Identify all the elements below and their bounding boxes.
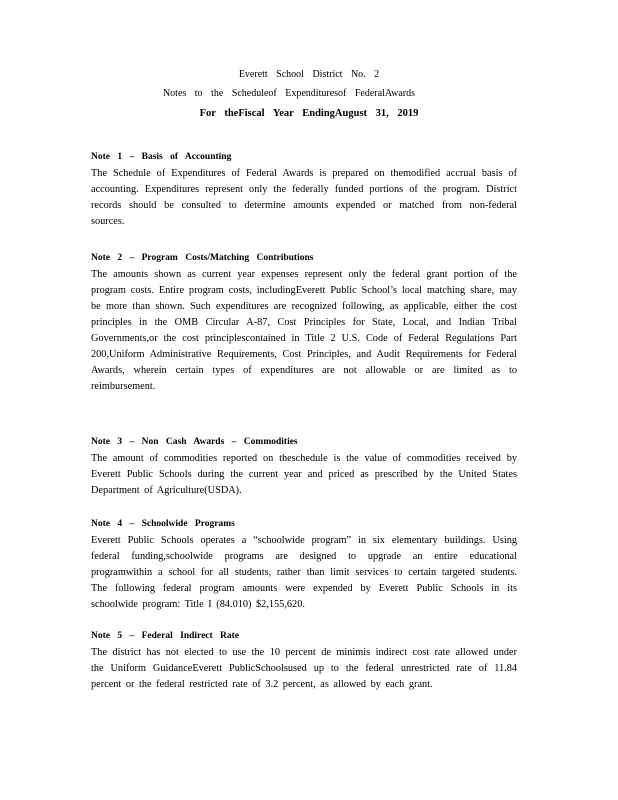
fiscal-year-title: For theFiscal Year EndingAugust 31, 2019 <box>199 108 419 119</box>
note-title: Note 3 – Non Cash Awards – Commodities <box>91 437 298 447</box>
note-4 <box>91 519 517 613</box>
note-body: The district has not elected to use the 10 percent de minimis indirect cost rate allowed under the Uniform GuidanceEverett PublicSchoolsused up to the federal unrestricted rate of 11.84 percent or the federal restricted rate of 3.2 percent, as allowed by each grant. <box>91 647 517 690</box>
note-body: The amount of commodities reported on theschedule is the value of commodities received by Everett Public Schools during the current year and priced as prescribed by the United States Department of Agriculture(USDA). <box>91 453 517 496</box>
note-2 <box>91 253 517 395</box>
note-title: Note 4 – Schoolwide Programs <box>91 519 235 529</box>
note-body: Everett Public Schools operates a “schoolwide program” in six elementary buildings. Using federal funding,schoolwide programs are designed to upgrade an entire educational programwithin a school for all students, rather than limit services to certain targeted students. The following federal program amounts were expended by Everett Public Schools in its schoolwide program: Title I (84.010) $2,155,620. <box>91 535 517 610</box>
note-title: Note 5 – Federal Indirect Rate <box>91 631 240 641</box>
note-body: The Schedule of Expenditures of Federal Awards is prepared on themodified accrual basis of accounting. Expenditures represent only the federally funded portions of the program. District records should be consulted to determine amounts expended or matched from non-federal sources. <box>91 168 517 227</box>
schedule-title: Notes to the Scheduleof Expendituresof FederalAwards <box>162 88 416 99</box>
note-5 <box>91 631 517 693</box>
note-title: Note 2 – Program Costs/Matching Contributions <box>91 253 314 263</box>
note-body: The amounts shown as current year expenses represent only the federal grant portion of the program costs. Entire program costs, includingEverett Public School’s local matching share, may be more than shown. Such expenditures are recognized following, as applicable, either the cost principles in the OMB Circular A-87, Cost Principles for State, Local, and Indian Tribal Governments,or the cost principlescontained in Title 2 U.S. Code of Federal Regulations Part 200,Uniform Administrative Requirements, Cost Principles, and Audit Requirements for Federal Awards, wherein certain types of expenditures are not allowable or are limited as to reimbursement. <box>91 269 517 392</box>
note-title: Note 1 – Basis of Accounting <box>91 152 232 162</box>
note-1 <box>91 152 517 230</box>
note-3 <box>91 437 517 499</box>
district-name: Everett School District No. 2 <box>238 69 380 80</box>
